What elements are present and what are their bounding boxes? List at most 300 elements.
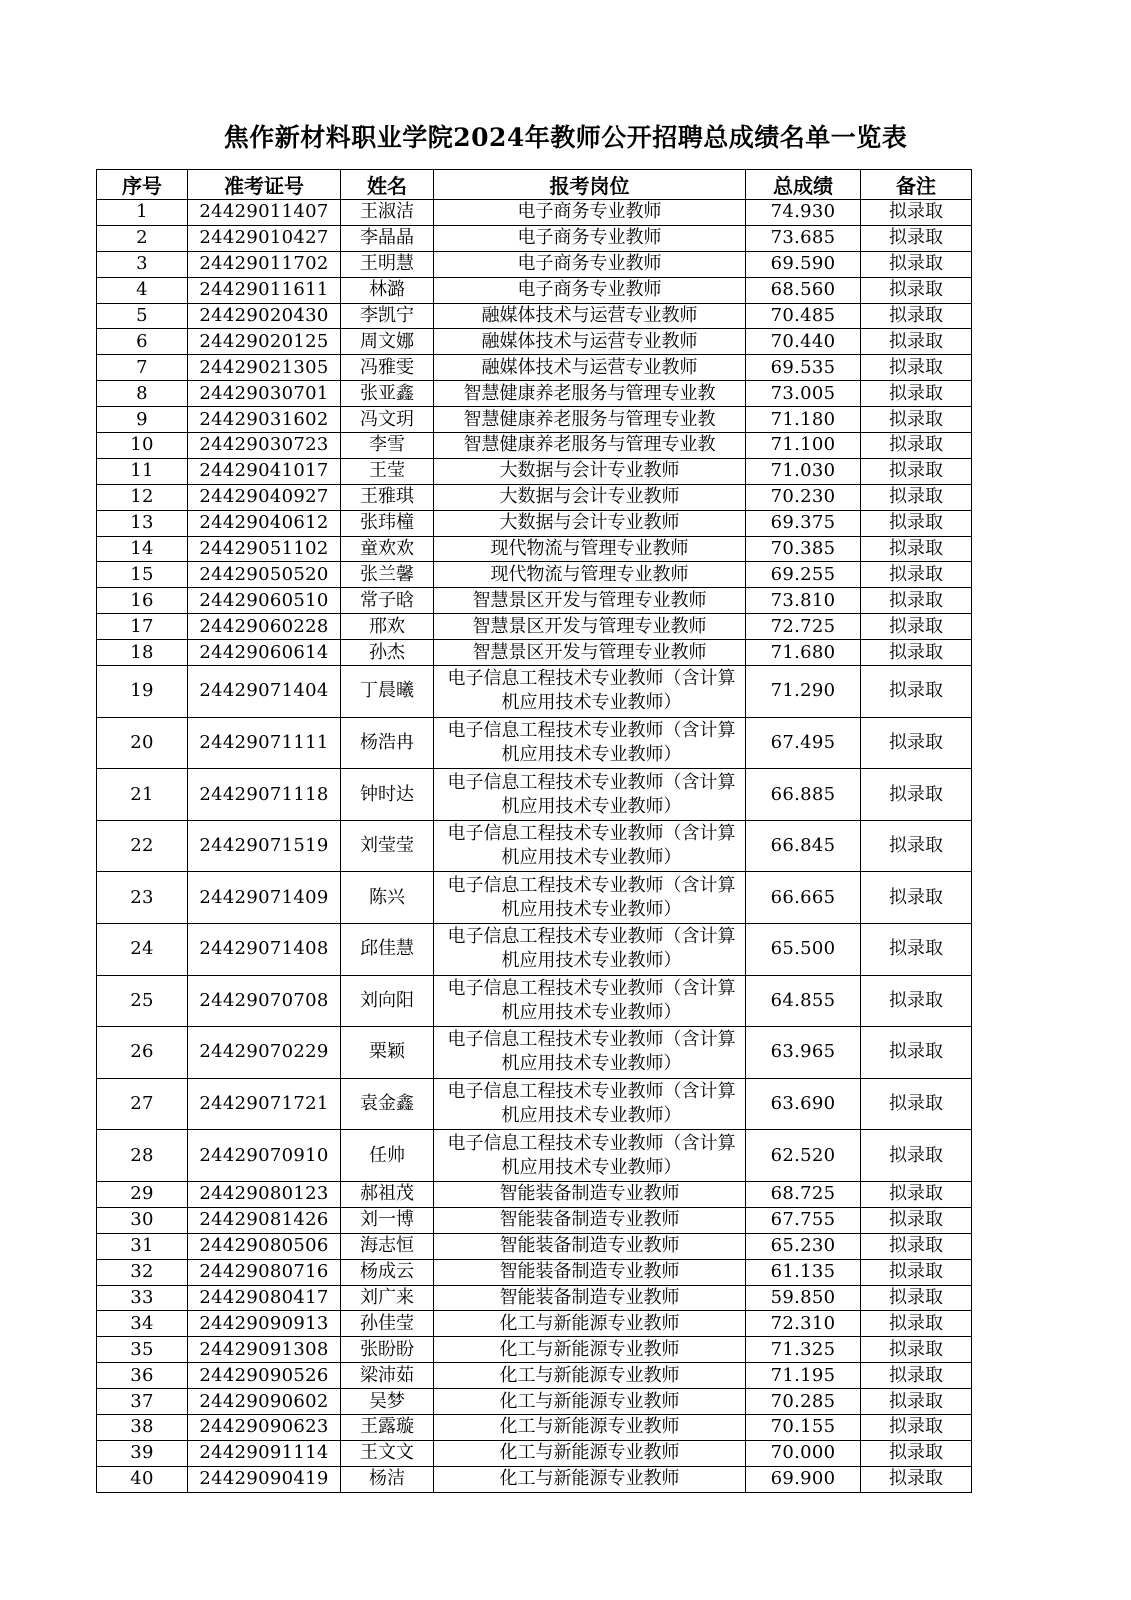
cell-post — [434, 1466, 746, 1492]
cell-name: 袁金鑫 — [341, 1078, 434, 1130]
cell-post — [434, 924, 746, 976]
cell-no: 8 — [97, 381, 188, 407]
cell-exam-id: 24429041017 — [188, 458, 341, 484]
table-row — [97, 562, 972, 588]
cell-name: 李晶晶 — [341, 225, 434, 251]
cell-note: 拟录取 — [861, 1363, 972, 1389]
cell-score: 65.500 — [746, 924, 861, 976]
cell-note: 拟录取 — [861, 484, 972, 510]
cell-exam-id: 24429090419 — [188, 1466, 341, 1492]
cell-post-text: 智慧健康养老服务与管理专业教 — [463, 408, 716, 430]
cell-score: 70.230 — [746, 484, 861, 510]
cell-exam-id: 24429040612 — [188, 510, 341, 536]
cell-name: 郝祖茂 — [341, 1181, 434, 1207]
cell-name: 王明慧 — [341, 251, 434, 277]
cell-no: 16 — [97, 588, 188, 614]
cell-post — [434, 1259, 746, 1285]
cell-post — [434, 1130, 746, 1182]
cell-note: 拟录取 — [861, 1414, 972, 1440]
cell-exam-id: 24429070229 — [188, 1027, 341, 1079]
cell-note: 拟录取 — [861, 277, 972, 303]
cell-post-text: 化工与新能源专业教师 — [499, 1390, 680, 1412]
cell-note: 拟录取 — [861, 1078, 972, 1130]
cell-note: 拟录取 — [861, 1466, 972, 1492]
cell-score: 66.845 — [746, 820, 861, 872]
cell-name: 邱佳慧 — [341, 924, 434, 976]
cell-no: 9 — [97, 407, 188, 433]
cell-name: 任帅 — [341, 1130, 434, 1182]
cell-name: 海志恒 — [341, 1233, 434, 1259]
table-row — [97, 1285, 972, 1311]
cell-no: 32 — [97, 1259, 188, 1285]
cell-note: 拟录取 — [861, 1440, 972, 1466]
cell-post — [434, 1233, 746, 1259]
table-row — [97, 1440, 972, 1466]
cell-no: 40 — [97, 1466, 188, 1492]
cell-name: 林潞 — [341, 277, 434, 303]
cell-name: 冯文玥 — [341, 407, 434, 433]
results-table — [96, 169, 972, 1493]
table-row — [97, 1233, 972, 1259]
cell-exam-id: 24429090623 — [188, 1414, 341, 1440]
cell-score: 67.755 — [746, 1207, 861, 1233]
cell-post-text: 化工与新能源专业教师 — [499, 1312, 680, 1334]
table-row — [97, 1414, 972, 1440]
cell-score: 72.725 — [746, 614, 861, 640]
cell-note: 拟录取 — [861, 225, 972, 251]
cell-score: 70.385 — [746, 536, 861, 562]
cell-score: 71.680 — [746, 640, 861, 666]
cell-note: 拟录取 — [861, 1311, 972, 1337]
table-row — [97, 1181, 972, 1207]
cell-no: 23 — [97, 872, 188, 924]
cell-score: 71.100 — [746, 433, 861, 459]
table-row — [97, 303, 972, 329]
cell-exam-id: 24429071404 — [188, 666, 341, 718]
cell-exam-id: 24429011611 — [188, 277, 341, 303]
table-row — [97, 433, 972, 459]
cell-no: 4 — [97, 277, 188, 303]
cell-post-text: 智慧景区开发与管理专业教师 — [472, 641, 707, 663]
cell-score: 69.255 — [746, 562, 861, 588]
table-row — [97, 924, 972, 976]
table-row — [97, 1363, 972, 1389]
cell-post-text: 智能装备制造专业教师 — [499, 1286, 680, 1308]
cell-score: 63.965 — [746, 1027, 861, 1079]
cell-note: 拟录取 — [861, 717, 972, 769]
cell-score: 62.520 — [746, 1130, 861, 1182]
cell-no: 2 — [97, 225, 188, 251]
table-row — [97, 1130, 972, 1182]
cell-post — [434, 536, 746, 562]
cell-post — [434, 1207, 746, 1233]
cell-score: 71.030 — [746, 458, 861, 484]
column-header-score: 总成绩 — [746, 170, 861, 200]
cell-no: 37 — [97, 1389, 188, 1415]
cell-name: 王文文 — [341, 1440, 434, 1466]
cell-post — [434, 407, 746, 433]
cell-note: 拟录取 — [861, 975, 972, 1027]
cell-post-text: 大数据与会计专业教师 — [499, 460, 680, 482]
cell-name: 张亚鑫 — [341, 381, 434, 407]
cell-post-text: 电子商务专业教师 — [517, 201, 662, 223]
cell-note: 拟录取 — [861, 640, 972, 666]
table-row — [97, 407, 972, 433]
cell-post — [434, 666, 746, 718]
table-body — [97, 200, 972, 1493]
table-row — [97, 769, 972, 821]
table-row — [97, 1337, 972, 1363]
cell-note: 拟录取 — [861, 355, 972, 381]
cell-post — [434, 200, 746, 226]
cell-note: 拟录取 — [861, 924, 972, 976]
cell-no: 6 — [97, 329, 188, 355]
cell-score: 66.885 — [746, 769, 861, 821]
cell-score: 68.725 — [746, 1181, 861, 1207]
cell-post — [434, 1027, 746, 1079]
cell-post-text: 电子信息工程技术专业教师（含计算机应用技术专业教师） — [447, 668, 736, 714]
cell-no: 39 — [97, 1440, 188, 1466]
cell-no: 21 — [97, 769, 188, 821]
cell-no: 19 — [97, 666, 188, 718]
cell-post-text: 电子信息工程技术专业教师（含计算机应用技术专业教师） — [447, 1132, 736, 1178]
cell-post-text: 智慧健康养老服务与管理专业教 — [463, 382, 716, 404]
table-header-row — [97, 170, 972, 200]
cell-exam-id: 24429060510 — [188, 588, 341, 614]
cell-post-text: 现代物流与管理专业教师 — [490, 563, 689, 585]
cell-post — [434, 820, 746, 872]
cell-no: 31 — [97, 1233, 188, 1259]
cell-exam-id: 24429080123 — [188, 1181, 341, 1207]
cell-exam-id: 24429030701 — [188, 381, 341, 407]
cell-exam-id: 24429071409 — [188, 872, 341, 924]
column-header-name: 姓名 — [341, 170, 434, 200]
cell-exam-id: 24429071519 — [188, 820, 341, 872]
cell-post — [434, 640, 746, 666]
cell-exam-id: 24429050520 — [188, 562, 341, 588]
column-header-exam-id: 准考证号 — [188, 170, 341, 200]
cell-name: 刘莹莹 — [341, 820, 434, 872]
cell-post-text: 电子信息工程技术专业教师（含计算机应用技术专业教师） — [447, 719, 736, 765]
cell-no: 38 — [97, 1414, 188, 1440]
cell-no: 20 — [97, 717, 188, 769]
table-row — [97, 717, 972, 769]
table-row — [97, 1078, 972, 1130]
cell-post-text: 融媒体技术与运营专业教师 — [481, 330, 698, 352]
table-row — [97, 975, 972, 1027]
cell-post — [434, 975, 746, 1027]
cell-post — [434, 433, 746, 459]
cell-post-text: 化工与新能源专业教师 — [499, 1416, 680, 1438]
cell-score: 69.590 — [746, 251, 861, 277]
cell-no: 33 — [97, 1285, 188, 1311]
cell-post-text: 电子信息工程技术专业教师（含计算机应用技术专业教师） — [447, 823, 736, 869]
cell-post-text: 智能装备制造专业教师 — [499, 1209, 680, 1231]
cell-post — [434, 458, 746, 484]
cell-no: 29 — [97, 1181, 188, 1207]
table-row — [97, 1311, 972, 1337]
cell-name: 孙佳莹 — [341, 1311, 434, 1337]
cell-note: 拟录取 — [861, 433, 972, 459]
cell-exam-id: 24429021305 — [188, 355, 341, 381]
cell-post — [434, 1440, 746, 1466]
cell-note: 拟录取 — [861, 1389, 972, 1415]
cell-score: 70.155 — [746, 1414, 861, 1440]
cell-score: 73.005 — [746, 381, 861, 407]
cell-name: 梁沛茹 — [341, 1363, 434, 1389]
cell-post-text: 大数据与会计专业教师 — [499, 512, 680, 534]
cell-note: 拟录取 — [861, 329, 972, 355]
cell-no: 18 — [97, 640, 188, 666]
cell-score: 67.495 — [746, 717, 861, 769]
cell-note: 拟录取 — [861, 1181, 972, 1207]
cell-exam-id: 24429071408 — [188, 924, 341, 976]
cell-post — [434, 614, 746, 640]
cell-no: 5 — [97, 303, 188, 329]
cell-exam-id: 24429070910 — [188, 1130, 341, 1182]
cell-exam-id: 24429060228 — [188, 614, 341, 640]
cell-score: 61.135 — [746, 1259, 861, 1285]
cell-post-text: 智能装备制造专业教师 — [499, 1261, 680, 1283]
cell-no: 26 — [97, 1027, 188, 1079]
cell-post — [434, 872, 746, 924]
cell-post-text: 电子信息工程技术专业教师（含计算机应用技术专业教师） — [447, 1081, 736, 1127]
cell-post-text: 电子商务专业教师 — [517, 227, 662, 249]
cell-note: 拟录取 — [861, 536, 972, 562]
table-row — [97, 820, 972, 872]
cell-no: 10 — [97, 433, 188, 459]
cell-no: 24 — [97, 924, 188, 976]
cell-exam-id: 24429080716 — [188, 1259, 341, 1285]
cell-post — [434, 1414, 746, 1440]
cell-exam-id: 24429051102 — [188, 536, 341, 562]
cell-post — [434, 1285, 746, 1311]
table-row — [97, 536, 972, 562]
cell-note: 拟录取 — [861, 562, 972, 588]
cell-exam-id: 24429020125 — [188, 329, 341, 355]
cell-exam-id: 24429040927 — [188, 484, 341, 510]
cell-note: 拟录取 — [861, 1285, 972, 1311]
cell-post-text: 智慧景区开发与管理专业教师 — [472, 615, 707, 637]
cell-post — [434, 484, 746, 510]
table-row — [97, 355, 972, 381]
table-row — [97, 1466, 972, 1492]
cell-post-text: 电子信息工程技术专业教师（含计算机应用技术专业教师） — [447, 874, 736, 920]
page-title: 焦作新材料职业学院2024年教师公开招聘总成绩名单一览表 — [223, 123, 908, 152]
cell-score: 73.685 — [746, 225, 861, 251]
cell-exam-id: 24429011407 — [188, 200, 341, 226]
column-header-post: 报考岗位 — [434, 170, 746, 200]
cell-exam-id: 24429090602 — [188, 1389, 341, 1415]
cell-post — [434, 717, 746, 769]
cell-exam-id: 24429010427 — [188, 225, 341, 251]
cell-score: 59.850 — [746, 1285, 861, 1311]
cell-post — [434, 1311, 746, 1337]
table-row — [97, 872, 972, 924]
cell-name: 杨浩冉 — [341, 717, 434, 769]
cell-name: 栗颖 — [341, 1027, 434, 1079]
cell-note: 拟录取 — [861, 872, 972, 924]
cell-score: 71.325 — [746, 1337, 861, 1363]
cell-score: 73.810 — [746, 588, 861, 614]
cell-name: 钟时达 — [341, 769, 434, 821]
table-row — [97, 1027, 972, 1079]
cell-note: 拟录取 — [861, 769, 972, 821]
cell-score: 69.535 — [746, 355, 861, 381]
cell-post — [434, 329, 746, 355]
cell-no: 3 — [97, 251, 188, 277]
cell-score: 71.195 — [746, 1363, 861, 1389]
cell-note: 拟录取 — [861, 1233, 972, 1259]
cell-score: 64.855 — [746, 975, 861, 1027]
cell-name: 吴梦 — [341, 1389, 434, 1415]
cell-name: 周文娜 — [341, 329, 434, 355]
cell-post-text: 电子商务专业教师 — [517, 253, 662, 275]
column-header-note: 备注 — [861, 170, 972, 200]
cell-post-text: 电子信息工程技术专业教师（含计算机应用技术专业教师） — [447, 1029, 736, 1075]
cell-no: 28 — [97, 1130, 188, 1182]
cell-score: 69.900 — [746, 1466, 861, 1492]
cell-post-text: 融媒体技术与运营专业教师 — [481, 356, 698, 378]
cell-exam-id: 24429071118 — [188, 769, 341, 821]
cell-note: 拟录取 — [861, 510, 972, 536]
cell-name: 王露璇 — [341, 1414, 434, 1440]
cell-no: 14 — [97, 536, 188, 562]
cell-score: 66.665 — [746, 872, 861, 924]
cell-post-text: 化工与新能源专业教师 — [499, 1442, 680, 1464]
cell-exam-id: 24429081426 — [188, 1207, 341, 1233]
cell-post — [434, 355, 746, 381]
cell-post — [434, 251, 746, 277]
cell-exam-id: 24429030723 — [188, 433, 341, 459]
cell-name: 刘向阳 — [341, 975, 434, 1027]
table-row — [97, 1207, 972, 1233]
table-row — [97, 1389, 972, 1415]
cell-exam-id: 24429071721 — [188, 1078, 341, 1130]
cell-exam-id: 24429031602 — [188, 407, 341, 433]
cell-post — [434, 1337, 746, 1363]
cell-score: 70.440 — [746, 329, 861, 355]
table-row — [97, 666, 972, 718]
cell-post-text: 电子信息工程技术专业教师（含计算机应用技术专业教师） — [447, 771, 736, 817]
cell-post-text: 智慧景区开发与管理专业教师 — [472, 589, 707, 611]
cell-name: 张玮橦 — [341, 510, 434, 536]
cell-post — [434, 588, 746, 614]
table-row — [97, 277, 972, 303]
cell-post-text: 智慧健康养老服务与管理专业教 — [463, 434, 716, 456]
cell-name: 杨洁 — [341, 1466, 434, 1492]
table-row — [97, 225, 972, 251]
cell-score: 71.290 — [746, 666, 861, 718]
cell-post — [434, 1078, 746, 1130]
cell-post-text: 化工与新能源专业教师 — [499, 1468, 680, 1490]
cell-note: 拟录取 — [861, 1207, 972, 1233]
cell-name: 李凯宁 — [341, 303, 434, 329]
cell-no: 7 — [97, 355, 188, 381]
cell-post-text: 现代物流与管理专业教师 — [490, 538, 689, 560]
cell-name: 张兰馨 — [341, 562, 434, 588]
cell-post-text: 智能装备制造专业教师 — [499, 1235, 680, 1257]
cell-score: 70.285 — [746, 1389, 861, 1415]
cell-no: 30 — [97, 1207, 188, 1233]
cell-note: 拟录取 — [861, 1027, 972, 1079]
cell-note: 拟录取 — [861, 666, 972, 718]
cell-name: 刘一博 — [341, 1207, 434, 1233]
cell-score: 72.310 — [746, 1311, 861, 1337]
cell-post — [434, 225, 746, 251]
cell-post-text: 电子信息工程技术专业教师（含计算机应用技术专业教师） — [447, 977, 736, 1023]
cell-name: 王淑洁 — [341, 200, 434, 226]
cell-score: 70.485 — [746, 303, 861, 329]
cell-post-text: 化工与新能源专业教师 — [499, 1364, 680, 1386]
cell-no: 36 — [97, 1363, 188, 1389]
table-row — [97, 588, 972, 614]
cell-note: 拟录取 — [861, 303, 972, 329]
cell-note: 拟录取 — [861, 820, 972, 872]
table-row — [97, 640, 972, 666]
cell-name: 王莹 — [341, 458, 434, 484]
table-row — [97, 329, 972, 355]
cell-no: 35 — [97, 1337, 188, 1363]
cell-post — [434, 1181, 746, 1207]
cell-exam-id: 24429070708 — [188, 975, 341, 1027]
table-row — [97, 484, 972, 510]
cell-note: 拟录取 — [861, 200, 972, 226]
cell-exam-id: 24429091114 — [188, 1440, 341, 1466]
cell-exam-id: 24429020430 — [188, 303, 341, 329]
cell-no: 22 — [97, 820, 188, 872]
cell-post-text: 智能装备制造专业教师 — [499, 1183, 680, 1205]
table-row — [97, 251, 972, 277]
table-row — [97, 458, 972, 484]
cell-no: 13 — [97, 510, 188, 536]
cell-name: 王雅琪 — [341, 484, 434, 510]
table-row — [97, 510, 972, 536]
cell-post — [434, 277, 746, 303]
cell-note: 拟录取 — [861, 458, 972, 484]
cell-score: 70.000 — [746, 1440, 861, 1466]
cell-name: 刘广来 — [341, 1285, 434, 1311]
cell-exam-id: 24429011702 — [188, 251, 341, 277]
cell-no: 27 — [97, 1078, 188, 1130]
cell-post — [434, 1389, 746, 1415]
cell-name: 张盼盼 — [341, 1337, 434, 1363]
cell-name: 陈兴 — [341, 872, 434, 924]
cell-exam-id: 24429090526 — [188, 1363, 341, 1389]
cell-note: 拟录取 — [861, 381, 972, 407]
cell-post-text: 融媒体技术与运营专业教师 — [481, 305, 698, 326]
cell-name: 李雪 — [341, 433, 434, 459]
cell-note: 拟录取 — [861, 614, 972, 640]
cell-name: 孙杰 — [341, 640, 434, 666]
cell-exam-id: 24429071111 — [188, 717, 341, 769]
cell-name: 邢欢 — [341, 614, 434, 640]
cell-post-text: 电子信息工程技术专业教师（含计算机应用技术专业教师） — [447, 926, 736, 972]
cell-score: 71.180 — [746, 407, 861, 433]
cell-post — [434, 769, 746, 821]
cell-exam-id: 24429090913 — [188, 1311, 341, 1337]
cell-no: 12 — [97, 484, 188, 510]
cell-post — [434, 510, 746, 536]
cell-name: 常子晗 — [341, 588, 434, 614]
cell-exam-id: 24429080417 — [188, 1285, 341, 1311]
cell-name: 冯雅雯 — [341, 355, 434, 381]
cell-post — [434, 381, 746, 407]
cell-exam-id: 24429060614 — [188, 640, 341, 666]
table-row — [97, 1259, 972, 1285]
cell-note: 拟录取 — [861, 251, 972, 277]
cell-no: 17 — [97, 614, 188, 640]
